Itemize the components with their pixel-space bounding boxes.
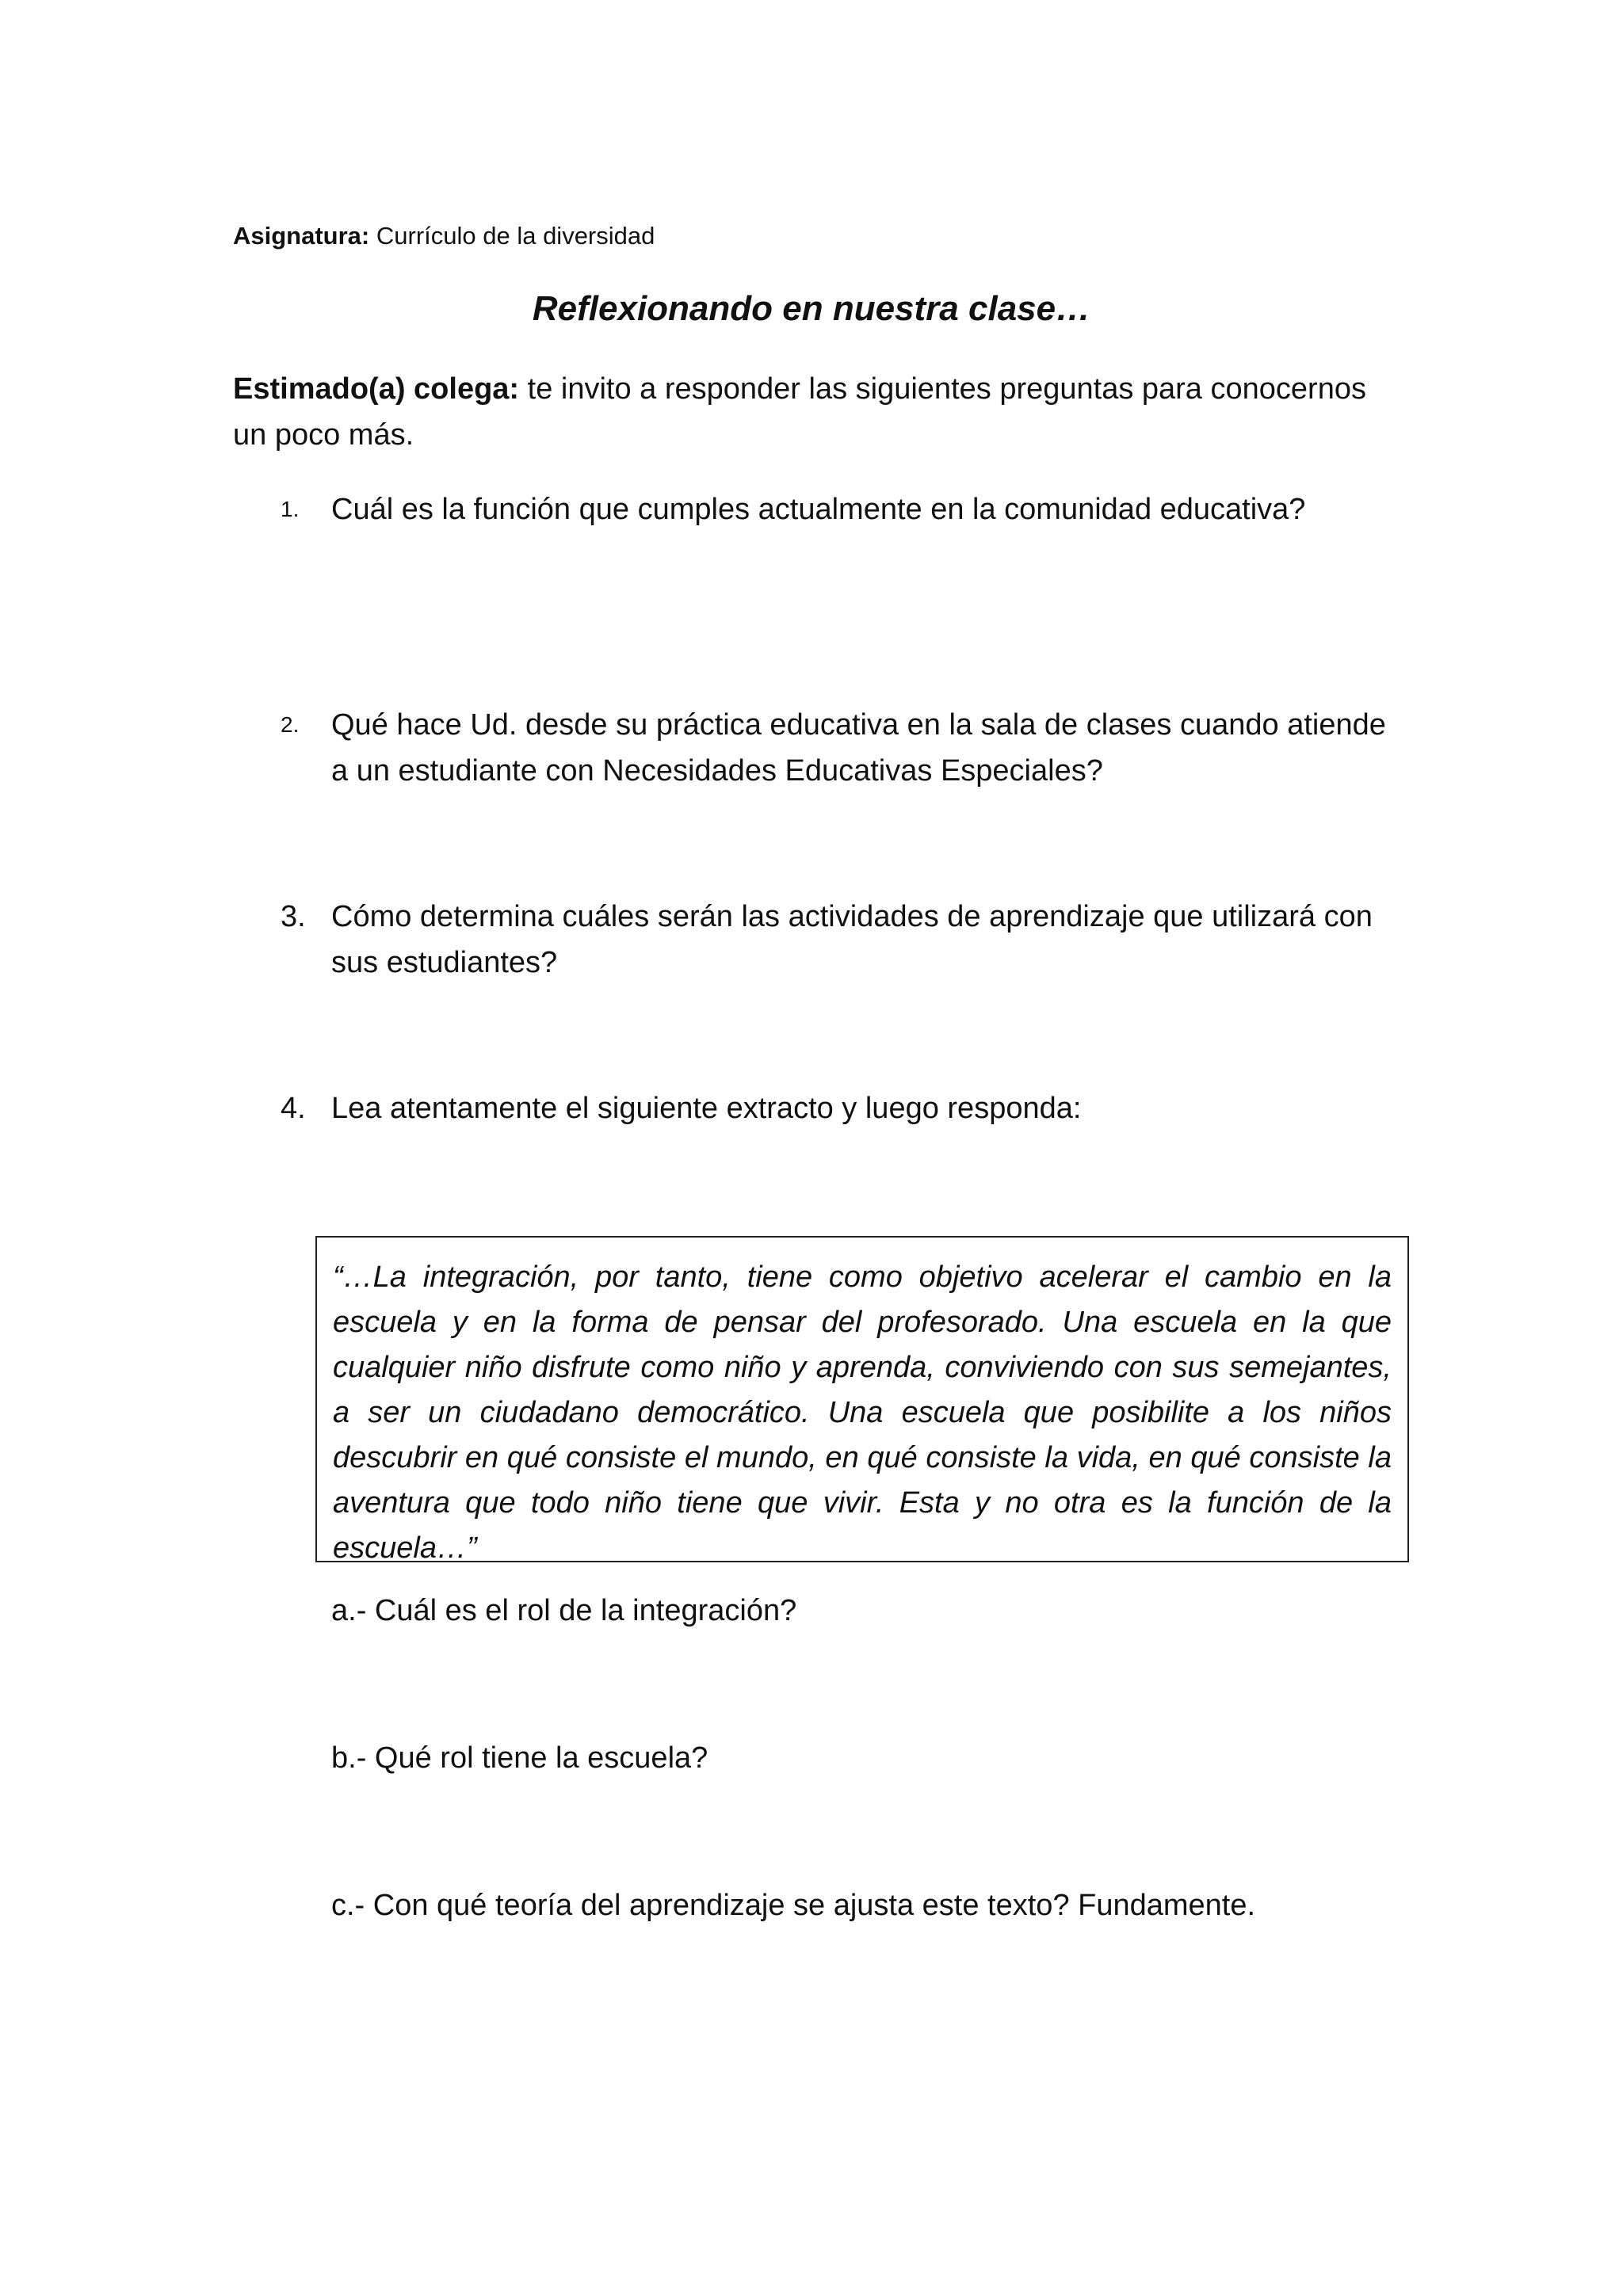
question-2 [233, 702, 1406, 794]
question-text: Qué hace Ud. desde su práctica educativa en la sala de clases cuando atiende a un estudiante con Necesidades Educativas Especiales? [331, 708, 1386, 788]
intro-text: te invito a responder las siguientes preguntas para conocernos un poco más. [233, 372, 1366, 452]
question-number: 4. [281, 1092, 306, 1125]
question-4 [233, 1085, 1406, 1131]
subject-label: Asignatura: [233, 222, 370, 250]
question-number: 2. [281, 712, 300, 737]
question-3 [233, 894, 1406, 986]
intro-label: Estimado(a) colega: [233, 372, 520, 406]
question-number: 1. [281, 497, 300, 521]
question-number: 3. [281, 900, 306, 933]
sub-question-b: b.- Qué rol tiene la escuela? [331, 1741, 708, 1775]
subject-line [233, 220, 655, 252]
subject-value: Currículo de la diversidad [369, 222, 655, 250]
quote-box: “…La integración, por tanto, tiene como objetivo acelerar el cambio en la escuela y en la forma de pensar del profesorado. Una escuela en la que cualquier niño disfrute como niño y aprenda, conviviendo con sus semejantes, a ser un ciudadano democrático. Una escuela que posibilite a los niños descubrir en qué consiste el mundo, en qué consiste la vida, en qué consiste la aventura que todo niño tiene que vivir. Esta y no otra es la función de la escuela…” [315, 1236, 1409, 1562]
page-title: Reflexionando en nuestra clase… [532, 289, 1091, 328]
sub-question-a: a.- Cuál es el rol de la integración? [331, 1594, 797, 1627]
question-1 [233, 486, 1406, 532]
question-text: Cómo determina cuáles serán las actividades de aprendizaje que utilizará con sus estudiantes? [331, 900, 1373, 979]
sub-question-c: c.- Con qué teoría del aprendizaje se ajusta este texto? Fundamente. [331, 1889, 1256, 1922]
question-text: Cuál es la función que cumples actualmente en la comunidad educativa? [331, 493, 1306, 526]
question-text: Lea atentamente el siguiente extracto y luego responda: [331, 1092, 1082, 1125]
intro-paragraph [233, 366, 1406, 458]
